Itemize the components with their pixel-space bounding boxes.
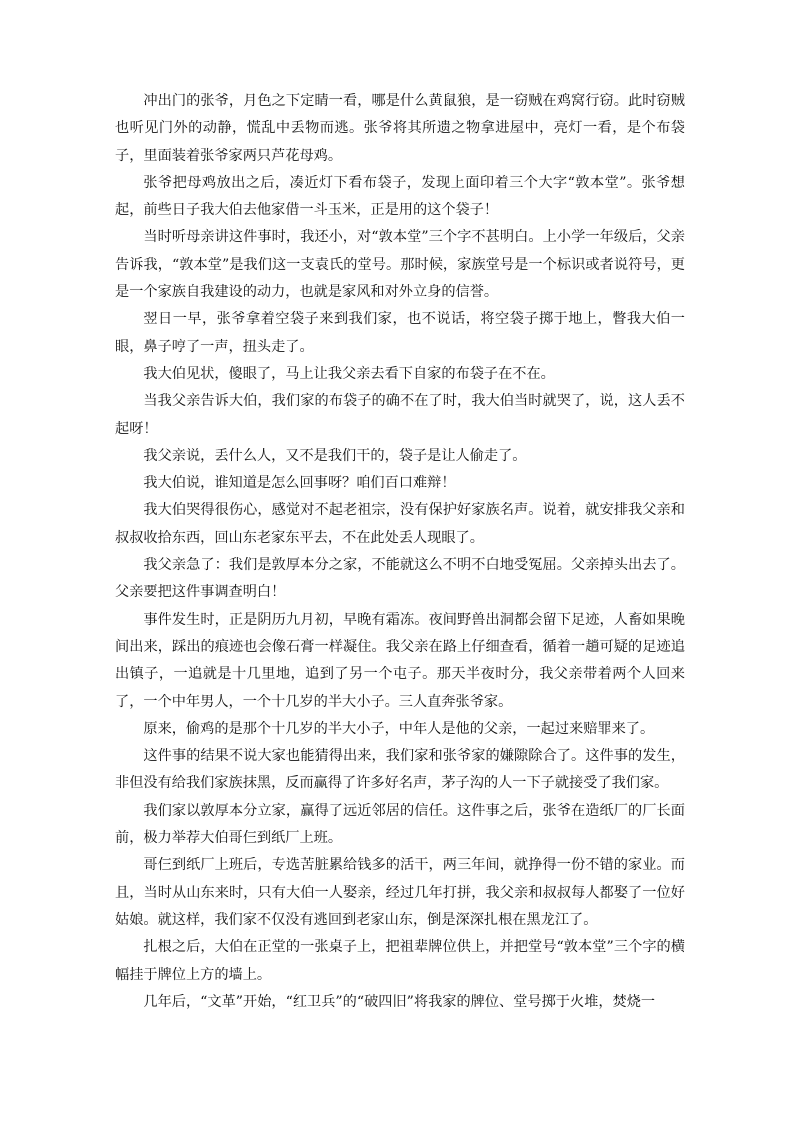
paragraph: 原来，偷鸡的是那个十几岁的半大小子，中年人是他的父亲，一起过来赔罪来了。 <box>143 720 655 737</box>
paragraph: 当时听母亲讲这件事时，我还小，对“敦本堂”三个字不甚明白。上小学一年级后，父亲告诉我，“敦本堂”是我们这一支袁氏的堂号。那时候，家族堂号是一个标识或者说符号，更是一个家族自我建设的动力，也就是家风和对外立身的信誉。 <box>115 229 685 301</box>
paragraph: 翌日一早，张爷拿着空袋子来到我们家，也不说话，将空袋子掷于地上，瞥我大伯一眼，鼻子哼了一声，扭头走了。 <box>115 311 685 355</box>
document-body <box>115 88 685 1016</box>
paragraph: 事件发生时，正是阴历九月初，早晚有霜冻。夜间野兽出洞都会留下足迹，人畜如果晚间出来，踩出的痕迹也会像石膏一样凝住。我父亲在路上仔细查看，循着一趟可疑的足迹追出镇子，一追就是十几里地，追到了另一个屯子。那天半夜时分，我父亲带着两个人回来了，一个中年男人，一个十几岁的半大小子。三人直奔张爷家。 <box>115 611 685 710</box>
paragraph: 这件事的结果不说大家也能猜得出来，我们家和张爷家的嫌隙除合了。这件事的发生，非但没有给我们家族抹黑，反而赢得了许多好名声，茅子沟的人一下子就接受了我们家。 <box>115 748 685 792</box>
paragraph: 我们家以敦厚本分立家，赢得了远近邻居的信任。这件事之后，张爷在造纸厂的厂长面前，极力举荐大伯哥仨到纸厂上班。 <box>115 802 685 847</box>
paragraph: 几年后，“文革”开始，“红卫兵”的“破四旧”将我家的牌位、堂号掷于火堆，焚烧一 <box>143 993 656 1010</box>
paragraph: 我父亲说，丢什么人，又不是我们干的，袋子是让人偷走了。 <box>143 447 527 464</box>
paragraph: 当我父亲告诉大伯，我们家的布袋子的确不在了时，我大伯当时就哭了，说，这人丢不起呀！ <box>115 393 685 437</box>
paragraph: 我大伯哭得很伤心，感觉对不起老祖宗，没有保护好家族名声。说着，就安排我父亲和叔叔收拾东西，回山东老家东平去，不在此处丢人现眼了。 <box>115 502 685 546</box>
paragraph: 张爷把母鸡放出之后，凑近灯下看布袋子，发现上面印着三个大字“敦本堂”。张爷想起，前些日子我大伯去他家借一斗玉米，正是用的这个袋子！ <box>115 174 685 219</box>
paragraph: 我大伯见状，傻眼了，马上让我父亲去看下自家的布袋子在不在。 <box>143 365 555 382</box>
paragraph: 我父亲急了：我们是敦厚本分之家，不能就这么不明不白地受冤屈。父亲掉头出去了。父亲要把这件事调查明白！ <box>115 557 685 601</box>
paragraph: 我大伯说，谁知道是怎么回事呀？咱们百口难辩！ <box>143 475 456 492</box>
paragraph: 哥仨到纸厂上班后，专选苦脏累给钱多的活干，两三年间，就挣得一份不错的家业。而且，当时从山东来时，只有大伯一人娶亲，经过几年打拼，我父亲和叔叔每人都娶了一位好姑娘。就这样，我们家不仅没有逃回到老家山东，倒是深深扎根在黑龙江了。 <box>115 857 685 928</box>
paragraph: 冲出门的张爷，月色之下定睛一看，哪是什么黄鼠狼，是一窃贼在鸡窝行窃。此时窃贼也听见门外的动静，慌乱中丢物而逃。张爷将其所遗之物拿进屋中，亮灯一看，是个布袋子，里面装着张爷家两只芦花母鸡。 <box>115 93 685 164</box>
paragraph: 扎根之后，大伯在正堂的一张桌子上，把祖辈牌位供上，并把堂号“敦本堂”三个字的横幅挂于牌位上方的墙上。 <box>115 939 685 983</box>
